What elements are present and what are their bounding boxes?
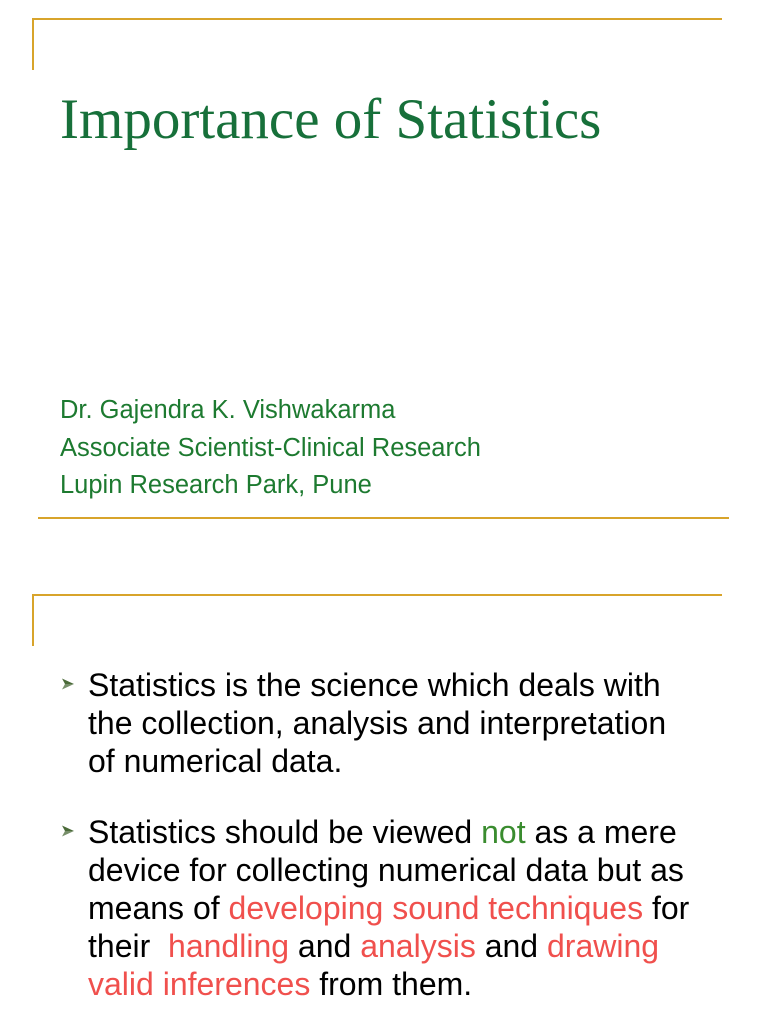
bullet-line [88,851,689,889]
slide-subtitle [60,392,481,505]
highlighted-text-run: valid inferences [88,966,311,1002]
highlighted-text-run: developing sound techniques [228,890,644,926]
text-run: device for collecting numerical data but as [88,852,684,888]
highlighted-text-run: not [481,814,526,850]
slide-1-top-rule [32,18,722,20]
author-affiliation: Lupin Research Park, Pune [60,471,372,499]
text-run: the collection, analysis and interpretation [88,705,667,741]
bullet-line [88,889,689,927]
bullet-line [88,927,689,965]
bullet-text [88,666,666,780]
text-run: and [475,928,547,964]
highlighted-text-run: drawing [546,928,660,964]
author-position: Associate Scientist-Clinical Research [60,433,481,462]
bullet-text [88,813,689,1003]
slide-title: Importance of Statistics [60,88,602,151]
text-run: for [643,890,690,926]
highlighted-text-run: analysis [360,928,476,964]
bullet-line [88,965,689,1003]
text-run: and [289,928,361,964]
bullet-line [88,666,666,704]
slide-2 [0,556,768,1024]
slide-2-top-rule [32,594,722,596]
bullet-item [0,813,768,1013]
slide-2-left-rule [32,594,34,646]
arrowhead-bullet-icon [62,678,74,690]
text-run: means of [88,890,229,926]
bullet-line [88,813,689,851]
text-run: Statistics is the science which deals with [88,667,661,703]
arrowhead-bullet-icon [62,825,74,837]
bullet-line [88,742,666,780]
text-run: from them. [310,966,473,1002]
text-run: as a mere [525,814,677,850]
text-run: their [88,928,169,964]
highlighted-text-run: handling [168,928,290,964]
text-run: of numerical data. [88,743,343,779]
slide-1-bottom-rule [38,517,729,519]
author-name: Dr. Gajendra K. Vishwakarma [60,396,396,424]
bullet-line [88,704,666,742]
text-run: Statistics should be viewed [88,814,482,850]
slide-1-left-rule [32,18,34,70]
